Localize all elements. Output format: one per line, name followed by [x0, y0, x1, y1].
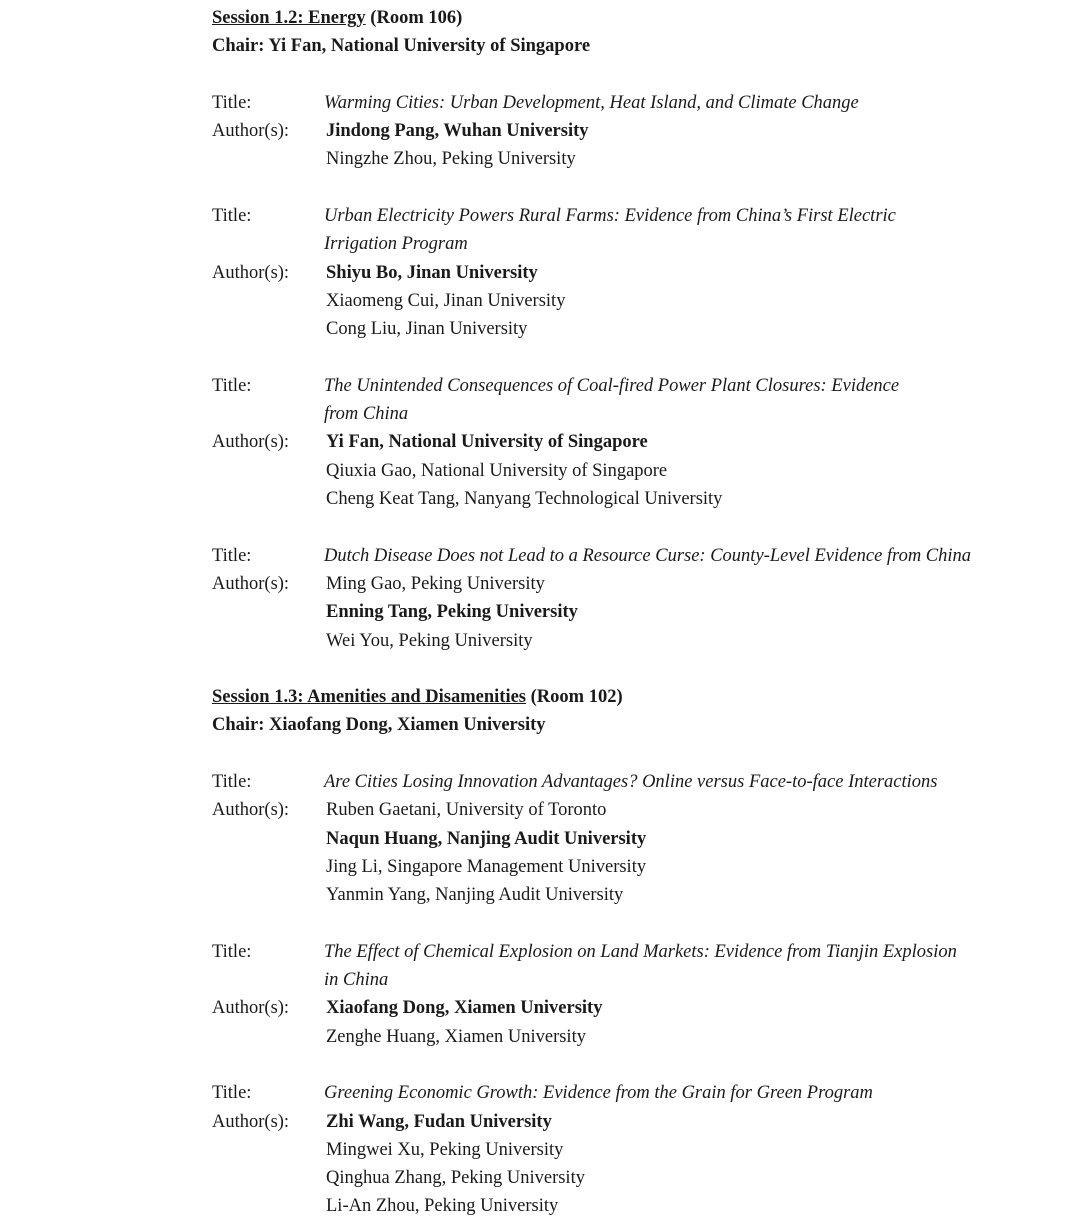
paper-entry	[212, 202, 1032, 343]
author-row	[212, 117, 1032, 145]
paper-title: Are Cities Losing Innovation Advantages? Online versus Face-to-face Interactions	[324, 772, 938, 793]
authors-label	[212, 1192, 324, 1220]
authors-label	[212, 1164, 324, 1192]
session-chair: Chair: Xiaofang Dong, Xiamen University	[212, 715, 546, 736]
authors-label	[212, 1023, 324, 1051]
title-label: Title:	[212, 206, 252, 227]
author-row	[212, 1192, 1032, 1220]
presenting-author: Zhi Wang, Fudan University	[326, 1111, 552, 1132]
author-row	[212, 598, 1032, 626]
authors-label: Author(s):	[212, 1111, 290, 1132]
title-label: Title:	[212, 941, 252, 962]
session-header	[212, 4, 1032, 32]
paper-gap	[212, 174, 1032, 202]
authors-label: Author(s):	[212, 121, 290, 142]
author-row	[212, 259, 1032, 287]
paper-title: Greening Economic Growth: Evidence from the Grain for Green Program	[324, 1083, 873, 1104]
author-name: Ming Gao, Peking University	[326, 573, 545, 594]
session-room: (Room 102)	[526, 687, 623, 708]
paper-title: Warming Cities: Urban Development, Heat Island, and Climate Change	[324, 92, 859, 113]
author-name: Li-An Zhou, Peking University	[326, 1196, 559, 1217]
author-row	[212, 881, 1032, 909]
author-row	[212, 825, 1032, 853]
authors-label	[212, 485, 324, 513]
paper-gap	[212, 61, 1032, 89]
title-row	[212, 230, 1032, 258]
authors-label	[212, 315, 324, 343]
paper-title: The Effect of Chemical Explosion on Land Markets: Evidence from Tianjin Explosion	[324, 941, 957, 962]
paper-entry	[212, 768, 1032, 909]
author-name: Zenghe Huang, Xiamen University	[326, 1026, 586, 1047]
paper-title: Irrigation Program	[324, 234, 468, 255]
title-row	[212, 372, 1032, 400]
title-row	[212, 1079, 1032, 1107]
session-name: Session 1.3: Amenities and Disamenities	[212, 687, 527, 708]
author-row	[212, 145, 1032, 173]
authors-label	[212, 457, 324, 485]
authors-label	[212, 287, 324, 315]
session-gap	[212, 655, 1032, 683]
session-room: (Room 106)	[365, 8, 463, 28]
paper-entry	[212, 372, 1032, 513]
paper-title: in China	[324, 970, 389, 991]
paper-entry	[212, 89, 1032, 174]
title-label: Title:	[212, 92, 252, 113]
presenting-author: Xiaofang Dong, Xiamen University	[326, 998, 603, 1019]
paper-gap	[212, 740, 1032, 768]
session-chair: Chair: Yi Fan, National University of Singapore	[212, 36, 591, 57]
paper-title: The Unintended Consequences of Coal-fired Power Plant Closures: Evidence	[324, 375, 900, 396]
author-row	[212, 287, 1032, 315]
author-name: Mingwei Xu, Peking University	[326, 1139, 564, 1160]
author-row	[212, 627, 1032, 655]
title-label: Title:	[212, 1083, 252, 1104]
authors-label	[212, 881, 324, 909]
title-row	[212, 202, 1032, 230]
title-label	[212, 966, 324, 994]
title-row	[212, 542, 1032, 570]
author-name: Qinghua Zhang, Peking University	[326, 1168, 585, 1189]
paper-entry	[212, 938, 1032, 1051]
paper-title: Urban Electricity Powers Rural Farms: Evidence from China’s First Electric	[324, 206, 896, 227]
paper-entry	[212, 1079, 1032, 1220]
session-header	[212, 683, 1032, 711]
authors-label	[212, 145, 324, 173]
paper-title: from China	[324, 404, 409, 425]
author-row	[212, 1164, 1032, 1192]
author-name: Yanmin Yang, Nanjing Audit University	[326, 885, 624, 906]
title-row	[212, 400, 1032, 428]
author-row	[212, 457, 1032, 485]
authors-label: Author(s):	[212, 432, 290, 453]
session-name: Session 1.2: Energy	[212, 8, 366, 28]
title-row	[212, 89, 1032, 117]
authors-label: Author(s):	[212, 573, 290, 594]
paper-entry	[212, 542, 1032, 655]
author-row	[212, 853, 1032, 881]
title-label	[212, 400, 324, 428]
title-row	[212, 938, 1032, 966]
title-row	[212, 768, 1032, 796]
author-row	[212, 1108, 1032, 1136]
authors-label	[212, 853, 324, 881]
presenting-author: Shiyu Bo, Jinan University	[326, 262, 538, 283]
paper-title: Dutch Disease Does not Lead to a Resource Curse: County-Level Evidence from China	[324, 545, 972, 566]
author-name: Wei You, Peking University	[326, 630, 533, 651]
title-label: Title:	[212, 375, 252, 396]
author-name: Xiaomeng Cui, Jinan University	[326, 290, 566, 311]
author-name: Ruben Gaetani, University of Toronto	[326, 800, 607, 821]
authors-label	[212, 627, 324, 655]
author-name: Jing Li, Singapore Management University	[326, 856, 647, 877]
author-row	[212, 315, 1032, 343]
conference-program-page	[212, 4, 1032, 1221]
author-row	[212, 1136, 1032, 1164]
session-block	[212, 4, 1032, 655]
author-row	[212, 994, 1032, 1022]
authors-label	[212, 1136, 324, 1164]
authors-label	[212, 825, 324, 853]
title-label: Title:	[212, 772, 252, 793]
author-name: Cong Liu, Jinan University	[326, 319, 528, 340]
session-block	[212, 683, 1032, 1221]
author-row	[212, 1023, 1032, 1051]
paper-gap	[212, 344, 1032, 372]
title-label	[212, 230, 324, 258]
author-row	[212, 428, 1032, 456]
authors-label: Author(s):	[212, 262, 290, 283]
author-row	[212, 485, 1032, 513]
paper-gap	[212, 513, 1032, 541]
presenting-author: Yi Fan, National University of Singapore	[326, 432, 648, 453]
authors-label: Author(s):	[212, 800, 290, 821]
authors-label: Author(s):	[212, 998, 290, 1019]
author-name: Qiuxia Gao, National University of Singapore	[326, 460, 668, 481]
presenting-author: Naqun Huang, Nanjing Audit University	[326, 828, 647, 849]
authors-label	[212, 598, 324, 626]
author-row	[212, 796, 1032, 824]
presenting-author: Enning Tang, Peking University	[326, 602, 578, 623]
paper-gap	[212, 1051, 1032, 1079]
presenting-author: Jindong Pang, Wuhan University	[326, 121, 589, 142]
author-row	[212, 570, 1032, 598]
title-row	[212, 966, 1032, 994]
author-name: Cheng Keat Tang, Nanyang Technological University	[326, 489, 723, 510]
paper-gap	[212, 910, 1032, 938]
author-name: Ningzhe Zhou, Peking University	[326, 149, 576, 170]
title-label: Title:	[212, 545, 252, 566]
